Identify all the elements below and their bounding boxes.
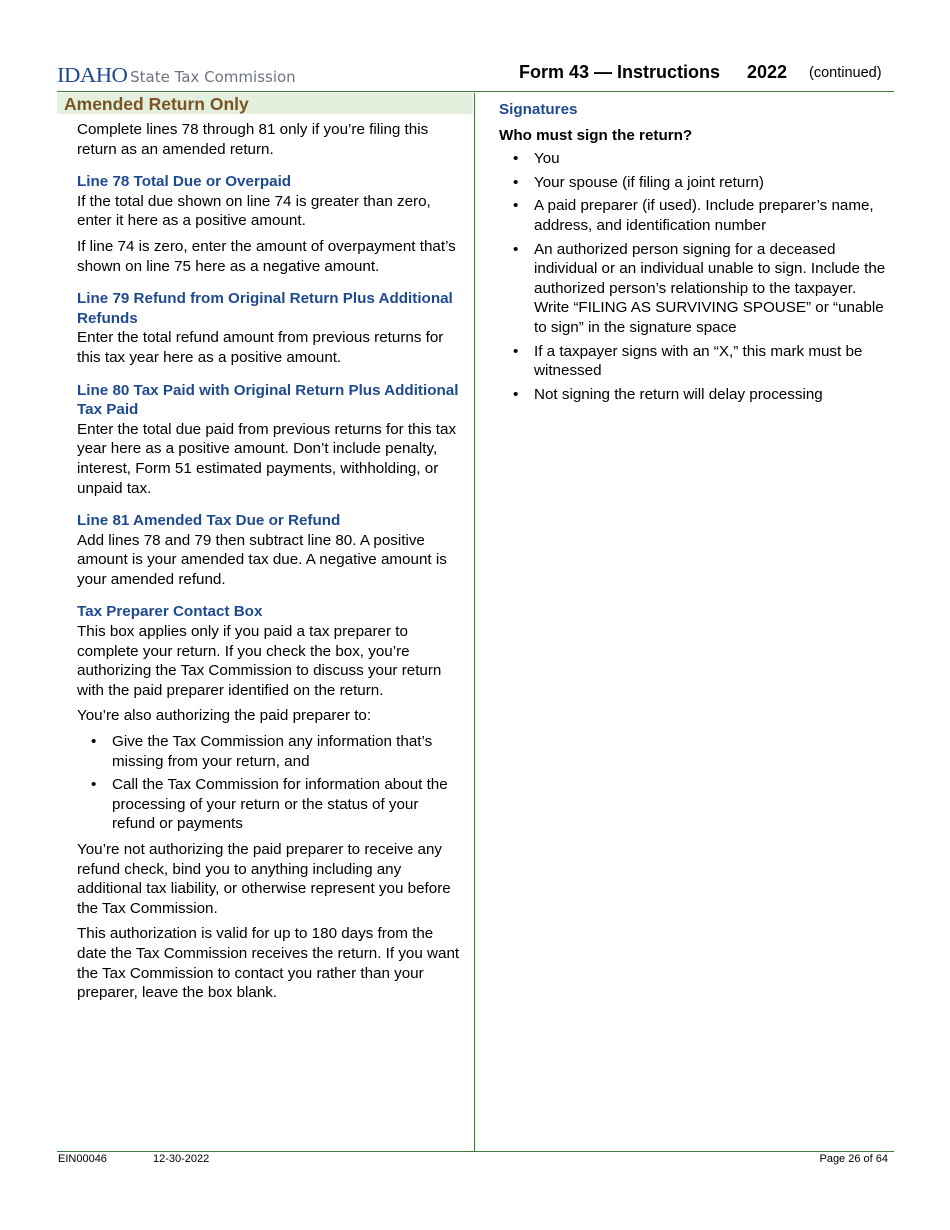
right-column: [499, 100, 894, 404]
continued-label: (continued): [809, 65, 882, 81]
footer-rule: [57, 1151, 894, 1152]
preparer-text-4: This authorization is valid for up to 180 days from the date the Tax Commission receives the return. If you want the Tax Commission to contact you rather than your preparer, leave the box blank.: [77, 925, 460, 1002]
header-rule: [57, 91, 894, 92]
line78-heading: Line 78 Total Due or Overpaid: [77, 173, 292, 191]
page-header: [0, 0, 950, 93]
bullet-icon: •: [91, 776, 97, 794]
list-item: • A paid preparer (if used). Include preparer’s name, address, and identification number: [513, 197, 874, 234]
signature-bullet-list: [499, 149, 894, 404]
bullet-icon: •: [513, 173, 519, 191]
logo-subtitle: State Tax Commission: [130, 68, 296, 86]
line80-text: Enter the total due paid from previous returns for this tax year here as a positive amount. Don’t include penalty, interest, Form 51 estimated payments, withholding, or unpaid tax.: [77, 420, 457, 497]
preparer-text-2: You’re also authorizing the paid preparer to:: [77, 707, 372, 725]
line79-text: Enter the total refund amount from previous returns for this tax year here as a positive amount.: [77, 329, 444, 366]
footer-page-number: Page 26 of 64: [819, 1153, 888, 1165]
banner-title: Amended Return Only: [64, 94, 249, 114]
left-column: [77, 120, 462, 1003]
list-item: • Not signing the return will delay processing: [513, 385, 823, 403]
form-year: 2022: [747, 62, 788, 82]
preparer-heading: Tax Preparer Contact Box: [77, 603, 263, 621]
bullet-icon: •: [91, 733, 97, 751]
bullet-icon: •: [513, 385, 519, 403]
line81-text: Add lines 78 and 79 then subtract line 80. A positive amount is your amended tax due. A negative amount is your amended refund.: [77, 531, 447, 588]
line80-heading: Line 80 Tax Paid with Original Return Plus Additional Tax Paid: [77, 381, 459, 419]
idaho-state-tax-commission-logo: [57, 63, 296, 85]
line81-heading: Line 81 Amended Tax Due or Refund: [77, 512, 341, 530]
amended-intro: Complete lines 78 through 81 only if you’re filing this return as an amended return.: [77, 121, 429, 158]
form-title: Form 43 — Instructions: [519, 62, 721, 82]
preparer-text-1: This box applies only if you paid a tax preparer to complete your return. If you check the box, you’re authorizing the Tax Commission to discuss your return with the paid preparer identified on the return.: [77, 623, 442, 699]
line78-text-2: If line 74 is zero, enter the amount of overpayment that’s shown on line 75 here as a negative amount.: [77, 237, 456, 275]
list-item: • An authorized person signing for a deceased individual or an individual unable to sign. Include the authorized person’s relationship to the taxpayer. Write “FILING AS SURVIVING SPOUSE” or “unable to sign” in the signature space: [513, 240, 886, 336]
footer-date: 12-30-2022: [153, 1153, 210, 1165]
bullet-icon: •: [513, 150, 519, 168]
preparer-bullet-list: [77, 732, 462, 834]
footer-document-code: EIN00046: [58, 1153, 107, 1165]
logo-idaho-wordmark: IDAHO: [57, 63, 128, 87]
list-item: • Your spouse (if filing a joint return): [513, 173, 764, 191]
amended-return-banner: [57, 93, 473, 114]
preparer-text-3: You’re not authorizing the paid preparer to receive any refund check, bind you to anything including any additional tax liability, or otherwise represent you before the Tax Commission.: [77, 841, 451, 917]
who-must-sign-heading: Who must sign the return?: [499, 126, 693, 144]
line79-heading: Line 79 Refund from Original Return Plus Additional Refunds: [77, 290, 453, 327]
line78-text-1: If the total due shown on line 74 is greater than zero, enter it here as a positive amount.: [77, 192, 431, 230]
list-item: • Give the Tax Commission any information that’s missing from your return, and: [91, 733, 433, 770]
bullet-icon: •: [513, 240, 519, 258]
bullet-icon: •: [513, 197, 519, 215]
bullet-icon: •: [513, 342, 519, 360]
column-divider: [474, 93, 475, 1152]
list-item: • If a taxpayer signs with an “X,” this mark must be witnessed: [513, 342, 863, 380]
signatures-heading: Signatures: [499, 101, 578, 118]
list-item: • You: [513, 150, 560, 168]
list-item: • Call the Tax Commission for information about the processing of your return or the status of your refund or payments: [91, 776, 448, 833]
